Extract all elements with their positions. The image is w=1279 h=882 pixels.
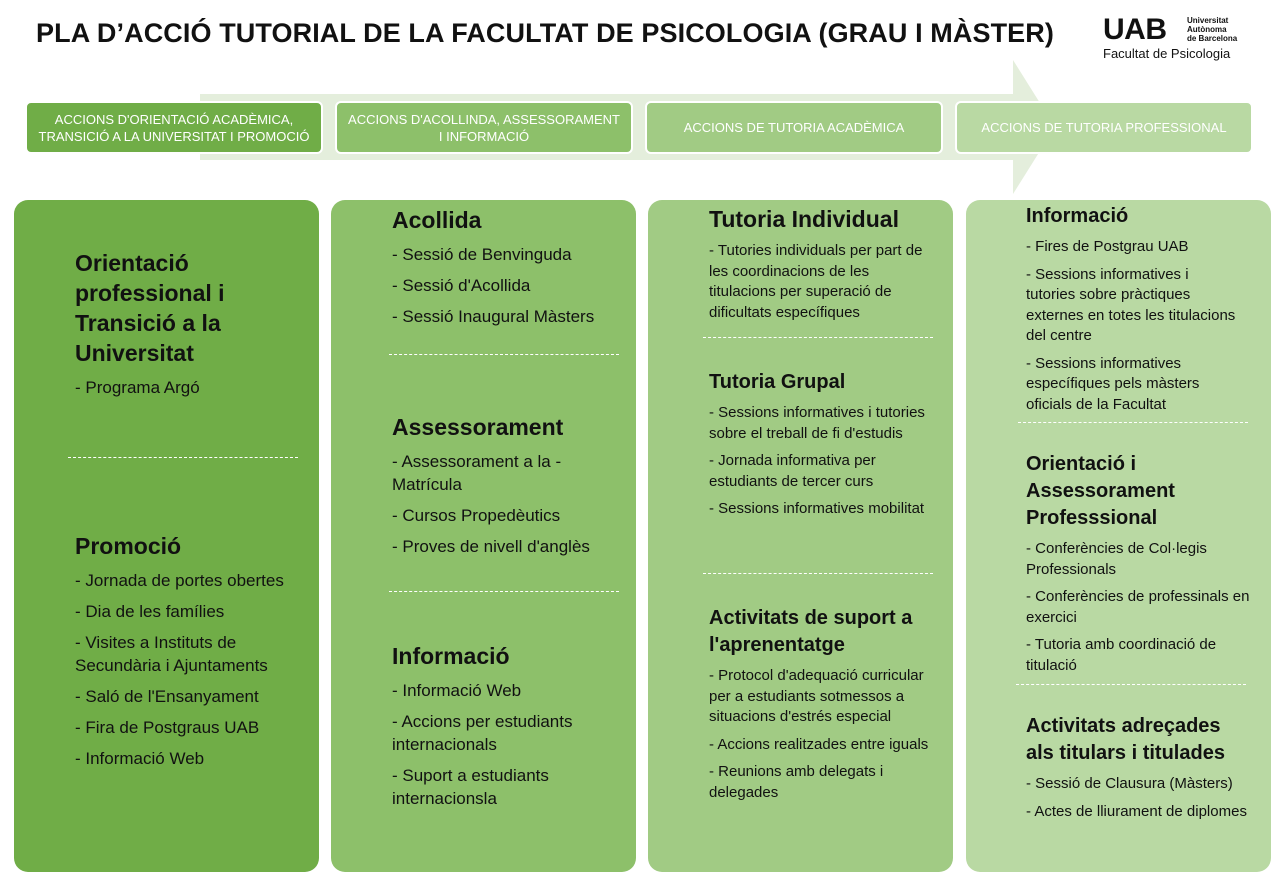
list-item: - Accions per estudiants internacionals bbox=[392, 712, 573, 754]
list-item: - Sessions informatives específiques pels màsters oficials de la Facultat bbox=[1026, 354, 1200, 413]
information-section bbox=[392, 641, 617, 810]
list-item: - Visites a Instituts de Secundària i Ajuntaments bbox=[75, 633, 268, 675]
section-title: Tutoria Grupal bbox=[709, 371, 846, 393]
list-item: - Tutoria amb coordinació de titulació bbox=[1026, 636, 1217, 674]
logo-univ-line-2: Autònoma bbox=[1187, 25, 1227, 34]
list-item: - Sessió Inaugural Màsters bbox=[392, 307, 595, 326]
divider bbox=[389, 591, 619, 592]
list-item: - Assessorament a la - Matrícula bbox=[392, 452, 562, 494]
section-title: Activitats adreçades als titulars i titulades bbox=[1026, 715, 1225, 764]
list-item: - Sessions informatives mobilitat bbox=[709, 500, 925, 517]
divider bbox=[703, 573, 933, 574]
advice-section bbox=[392, 412, 592, 558]
list-item: - Reunions amb delegats i delegades bbox=[709, 763, 884, 801]
section-title: Activitats de suport a l'aprenentatge bbox=[709, 607, 913, 656]
section-title: Informació bbox=[1026, 205, 1129, 227]
professional-information-section bbox=[1026, 203, 1236, 415]
logo-univ-line-1: Universitat bbox=[1187, 16, 1229, 25]
section-title: Tutoria Individual bbox=[709, 206, 899, 232]
step-academic-tutoring: ACCIONS DE TUTORIA ACADÈMICA bbox=[645, 101, 943, 154]
list-item: - Tutories individuals per part de les coordinacions de les titulacions per superació de dificultats específiques bbox=[709, 242, 923, 321]
list-item: - Accions realitzades entre iguals bbox=[709, 735, 929, 753]
list-item: - Informació Web bbox=[75, 749, 205, 768]
list-item: - Jornada informativa per estudiants de tercer curs bbox=[709, 452, 876, 490]
list-item: - Jornada de portes obertes bbox=[75, 571, 284, 590]
professional-guidance-section bbox=[1026, 451, 1251, 676]
list-item: - Saló de l'Ensanyament bbox=[75, 687, 259, 706]
graduates-activities-section bbox=[1026, 713, 1251, 822]
divider bbox=[1016, 684, 1246, 685]
divider bbox=[389, 354, 619, 355]
list-item: - Actes de lliurament de diplomes bbox=[1026, 802, 1247, 820]
step-orientation: ACCIONS D'ORIENTACIÓ ACADÈMICA, TRANSICIÓ A LA UNIVERSITAT I PROMOCIÓ bbox=[25, 101, 323, 154]
list-item: - Conferències de Col·legis Professionals bbox=[1026, 540, 1207, 578]
section-title: Acollida bbox=[392, 207, 482, 233]
section-title: Informació bbox=[392, 643, 510, 669]
list-item: - Sessió de Clausura (Màsters) bbox=[1026, 775, 1233, 792]
process-arrow bbox=[0, 0, 1279, 200]
list-item: - Proves de nivell d'anglès bbox=[392, 537, 590, 556]
orientation-section bbox=[75, 248, 275, 399]
list-item: - Sessions informatives i tutories sobre pràctiques externes en totes les titulacions del centre bbox=[1026, 265, 1236, 344]
list-item: - Dia de les famílies bbox=[75, 602, 225, 621]
column-academic-tutoring bbox=[648, 200, 953, 872]
divider bbox=[1018, 422, 1248, 423]
section-title: Orientació professional i Transició a la Universitat bbox=[75, 250, 225, 366]
list-item: - Sessió d'Acollida bbox=[392, 276, 531, 295]
logo-uab-text: UAB bbox=[1103, 13, 1167, 46]
list-item: - Protocol d'adequació curricular per a estudiants sotmessos a situacions d'estrés especial bbox=[709, 667, 924, 725]
step-professional-tutoring: ACCIONS DE TUTORIA PROFESSIONAL bbox=[955, 101, 1253, 154]
page-title: PLA D’ACCIÓ TUTORIAL DE LA FACULTAT DE PSICOLOGIA (GRAU I MÀSTER) bbox=[36, 18, 1054, 48]
reception-section bbox=[392, 205, 622, 328]
column-professional-tutoring bbox=[966, 200, 1271, 872]
list-item: - Informació Web bbox=[392, 681, 522, 700]
section-title: Promoció bbox=[75, 533, 182, 559]
section-title: Assessorament bbox=[392, 414, 564, 440]
column-orientation bbox=[14, 200, 319, 872]
logo-faculty: Facultat de Psicologia bbox=[1103, 46, 1231, 61]
list-item: - Conferències de professinals en exercici bbox=[1026, 588, 1250, 626]
divider bbox=[68, 457, 298, 458]
logo-univ-line-3: de Barcelona bbox=[1187, 34, 1238, 43]
list-item: - Cursos Propedèutics bbox=[392, 506, 561, 525]
step-reception: ACCIONS D'ACOLLINDA, ASSESSORAMENT I INFORMACIÓ bbox=[335, 101, 633, 154]
individual-tutoring-section bbox=[709, 204, 934, 323]
section-title: Orientació i Assessorament Professsional bbox=[1026, 453, 1175, 529]
promotion-section bbox=[75, 531, 303, 770]
list-item: - Sessions informatives i tutories sobre el treball de fi d'estudis bbox=[709, 404, 925, 442]
list-item: - Suport a estudiants internacionsla bbox=[392, 766, 549, 808]
learning-support-section bbox=[709, 605, 934, 803]
group-tutoring-section bbox=[709, 369, 934, 520]
divider bbox=[703, 337, 933, 338]
list-item: - Fires de Postgrau UAB bbox=[1026, 238, 1189, 255]
list-item: - Sessió de Benvinguda bbox=[392, 245, 572, 264]
list-item: - Fira de Postgraus UAB bbox=[75, 718, 260, 737]
column-reception bbox=[331, 200, 636, 872]
list-item: - Programa Argó bbox=[75, 378, 200, 397]
